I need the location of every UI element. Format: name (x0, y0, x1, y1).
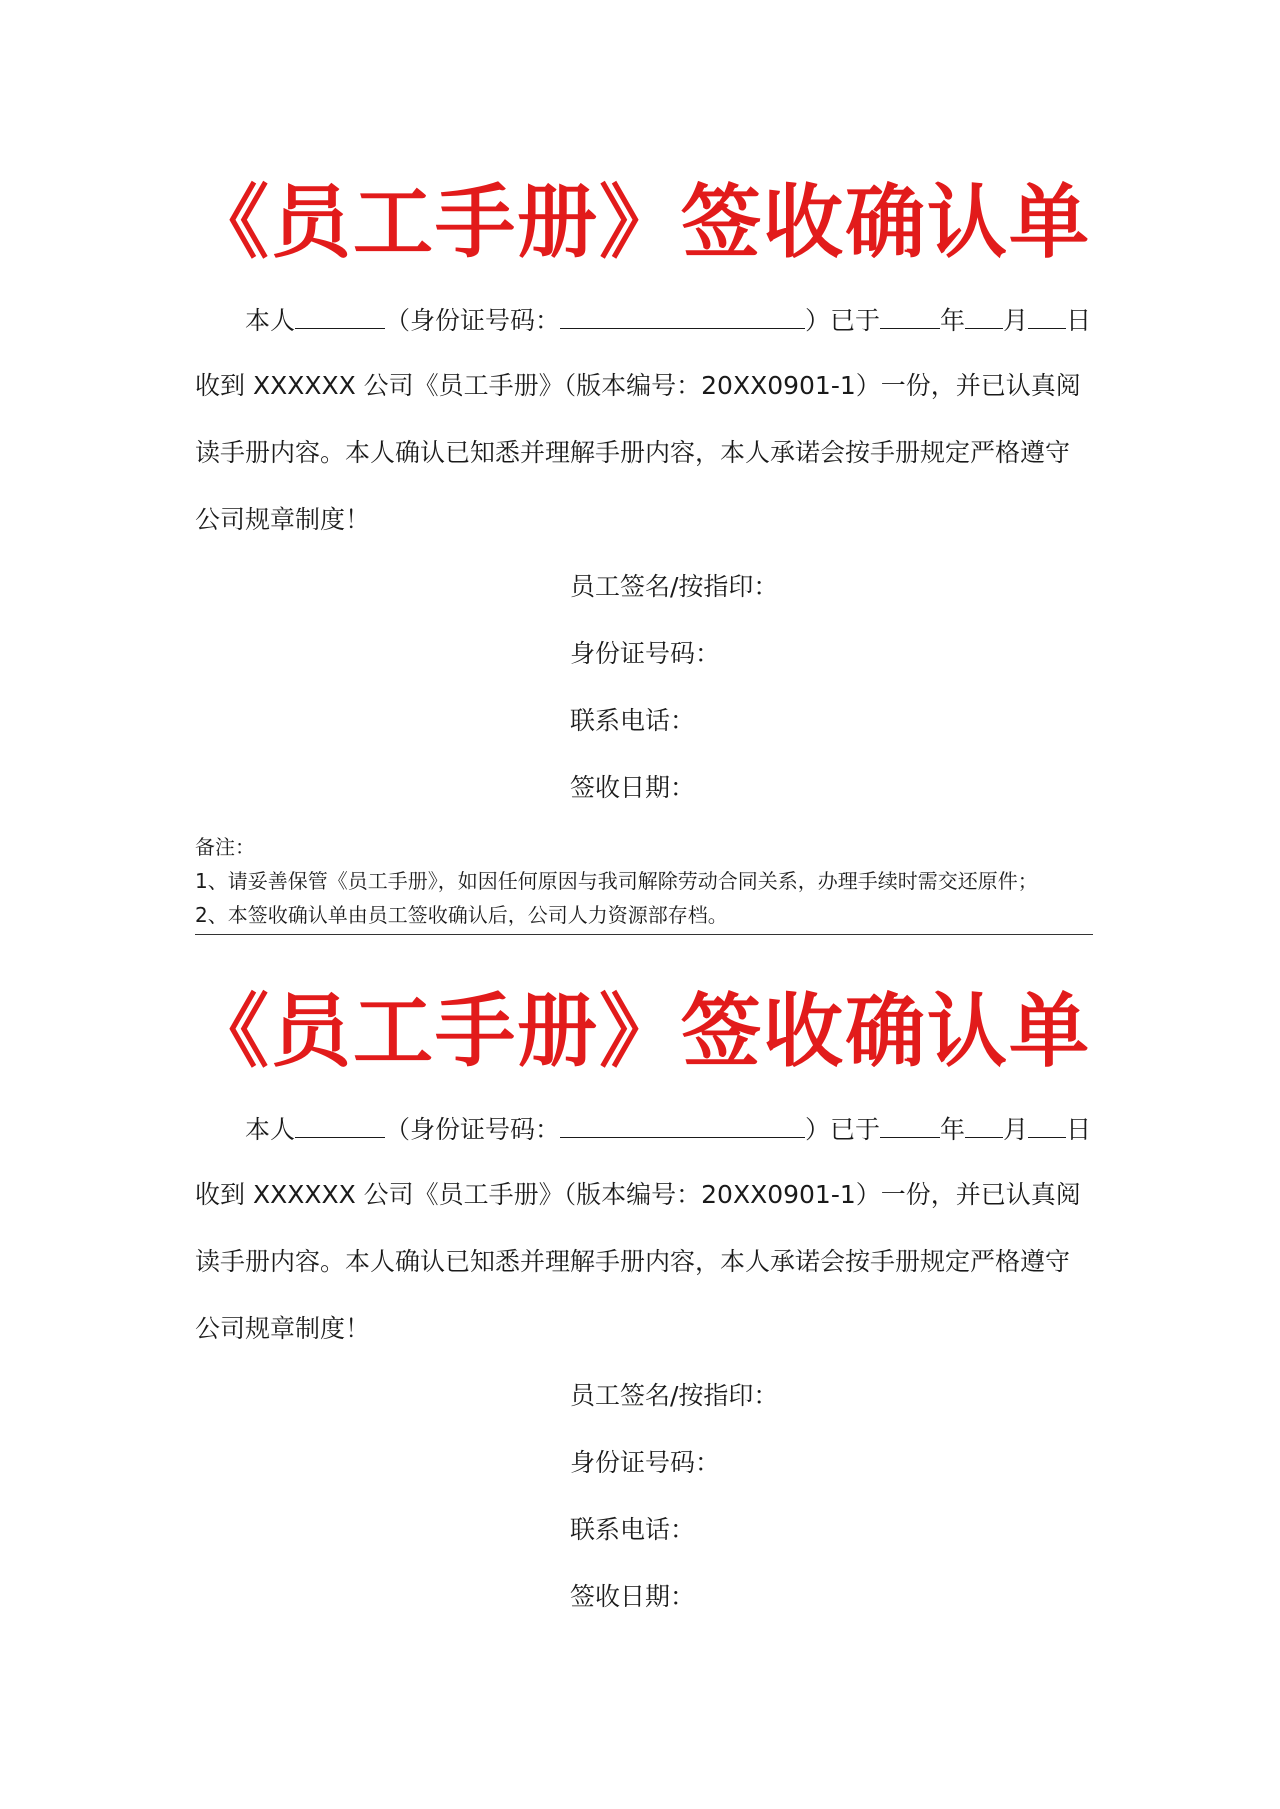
id-number-label: 身份证号码： (570, 639, 721, 668)
name-blank (295, 302, 385, 329)
day-label: 日 (1066, 1115, 1092, 1144)
intro-text-b: （身份证号码： (385, 1115, 561, 1144)
form-title: 《员工手册》签收确认单 (189, 176, 1091, 269)
employee-sign-label: 员工签名/按指印： (570, 572, 779, 601)
intro-line-4: 公司规章制度！ (195, 505, 371, 534)
month-blank (965, 1111, 1003, 1138)
phone-label: 联系电话： (570, 706, 696, 735)
intro-line-1 (195, 302, 1095, 338)
intro-line-4: 公司规章制度！ (195, 1314, 371, 1343)
intro-text-a: 本人 (245, 1115, 296, 1144)
day-blank (1028, 1111, 1066, 1138)
name-blank (295, 1111, 385, 1138)
month-label: 月 (1003, 1115, 1029, 1144)
year-label: 年 (940, 306, 966, 335)
intro-line-3: 读手册内容。本人确认已知悉并理解手册内容，本人承诺会按手册规定严格遵守 (195, 438, 1071, 467)
day-blank (1028, 302, 1066, 329)
phone-label: 联系电话： (570, 1515, 696, 1544)
intro-text-c: ）已于 (805, 1115, 881, 1144)
sign-date-label: 签收日期： (570, 773, 696, 802)
intro-line-2: 收到 XXXXXX 公司《员工手册》（版本编号：20XX0901-1）一份，并已认真阅 (195, 1180, 1081, 1209)
employee-sign-label: 员工签名/按指印： (570, 1381, 779, 1410)
intro-text-b: （身份证号码： (385, 306, 561, 335)
notes-item-1: 1、请妥善保管《员工手册》，如因任何原因与我司解除劳动合同关系，办理手续时需交还原件； (195, 869, 1038, 893)
year-blank (880, 1111, 940, 1138)
intro-text-a: 本人 (245, 306, 296, 335)
intro-line-1 (195, 1111, 1095, 1147)
month-label: 月 (1003, 306, 1029, 335)
notes-item-2: 2、本签收确认单由员工签收确认后，公司人力资源部存档。 (195, 903, 728, 927)
year-label: 年 (940, 1115, 966, 1144)
year-blank (880, 302, 940, 329)
notes-block (195, 830, 1095, 932)
section-divider (195, 934, 1093, 935)
intro-line-3: 读手册内容。本人确认已知悉并理解手册内容，本人承诺会按手册规定严格遵守 (195, 1247, 1071, 1276)
notes-heading: 备注： (195, 835, 255, 859)
id-number-label: 身份证号码： (570, 1448, 721, 1477)
id-blank (560, 302, 805, 329)
day-label: 日 (1066, 306, 1092, 335)
form-title: 《员工手册》签收确认单 (189, 985, 1091, 1078)
id-blank (560, 1111, 805, 1138)
intro-line-2: 收到 XXXXXX 公司《员工手册》（版本编号：20XX0901-1）一份，并已认真阅 (195, 371, 1081, 400)
intro-text-c: ）已于 (805, 306, 881, 335)
month-blank (965, 302, 1003, 329)
sign-date-label: 签收日期： (570, 1582, 696, 1611)
